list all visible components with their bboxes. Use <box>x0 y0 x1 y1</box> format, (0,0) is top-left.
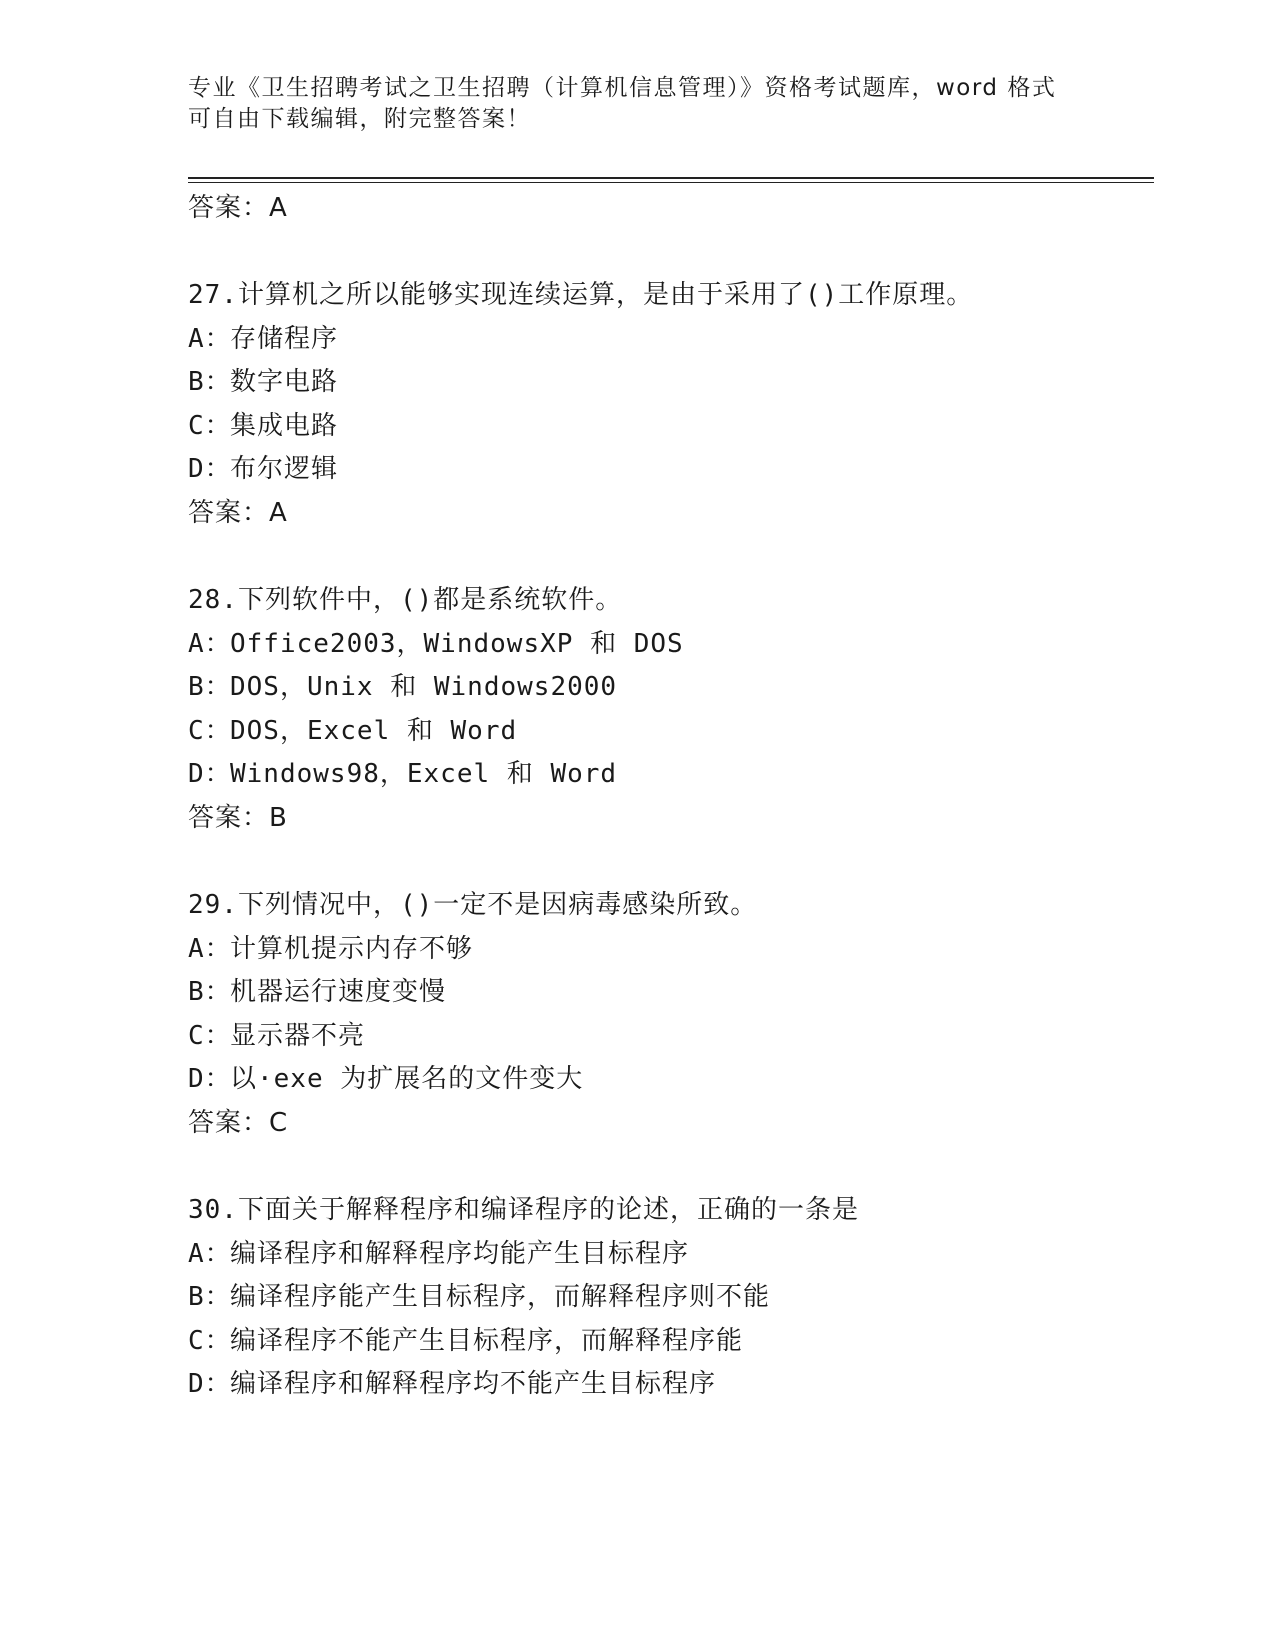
option-b <box>188 975 446 1009</box>
option-b <box>188 365 338 399</box>
option-text: 存储程序 <box>230 324 339 354</box>
option-a <box>188 1237 689 1271</box>
option-text: 以·exe 为扩展名的文件变大 <box>230 1064 584 1094</box>
answer-value: A <box>269 498 287 528</box>
header-title-line-1: 专业《卫生招聘考试之卫生招聘（计算机信息管理）》资格考试题库，word 格式 <box>188 75 1057 101</box>
option-text: Office2003，WindowsXP 和 DOS <box>230 629 684 659</box>
option-text: 机器运行速度变慢 <box>230 977 447 1007</box>
header-title-line-2: 可自由下载编辑，附完整答案！ <box>188 106 531 132</box>
option-text: 数字电路 <box>230 367 339 397</box>
answer-line <box>188 801 287 835</box>
option-key: D： <box>188 1064 232 1094</box>
answer-value: C <box>269 1108 288 1138</box>
question-stem: 30.下面关于解释程序和编译程序的论述，正确的一条是 <box>188 1195 859 1225</box>
option-key: D： <box>188 759 232 789</box>
option-a <box>188 627 684 661</box>
option-text: 编译程序和解释程序均不能产生目标程序 <box>230 1369 717 1399</box>
option-key: B： <box>188 367 232 397</box>
answer-line <box>188 1106 287 1140</box>
answer-label: 答案： <box>188 498 270 528</box>
option-key: C： <box>188 411 232 441</box>
option-key: B： <box>188 1282 232 1312</box>
option-d <box>188 1367 716 1401</box>
option-c <box>188 409 338 443</box>
option-d <box>188 757 617 791</box>
option-key: A： <box>188 629 232 659</box>
option-b <box>188 1280 770 1314</box>
option-text: 计算机提示内存不够 <box>230 934 474 964</box>
option-text: 编译程序能产生目标程序，而解释程序则不能 <box>230 1282 771 1312</box>
option-key: A： <box>188 324 232 354</box>
option-c <box>188 1019 365 1053</box>
option-key: C： <box>188 716 232 746</box>
header-divider-thin <box>188 182 1154 183</box>
option-key: D： <box>188 1369 232 1399</box>
option-c <box>188 1324 743 1358</box>
option-text: 编译程序和解释程序均能产生目标程序 <box>230 1239 690 1269</box>
option-key: B： <box>188 672 232 702</box>
answer-label: 答案： <box>188 803 270 833</box>
option-text: DOS，Excel 和 Word <box>230 716 518 746</box>
answer-line <box>188 496 287 530</box>
option-key: C： <box>188 1326 232 1356</box>
option-text: 显示器不亮 <box>230 1021 366 1051</box>
question-stem: 29.下列情况中，()一定不是因病毒感染所致。 <box>188 890 758 920</box>
option-text: Windows98，Excel 和 Word <box>230 759 618 789</box>
option-c <box>188 714 517 748</box>
header-divider <box>188 177 1154 179</box>
option-key: B： <box>188 977 232 1007</box>
option-d <box>188 452 338 486</box>
option-key: A： <box>188 934 232 964</box>
option-key: D： <box>188 454 232 484</box>
answer-label: 答案： <box>188 1108 270 1138</box>
option-d <box>188 1062 583 1096</box>
option-key: C： <box>188 1021 232 1051</box>
option-a <box>188 322 338 356</box>
option-text: 布尔逻辑 <box>230 454 339 484</box>
option-a <box>188 932 473 966</box>
question-stem: 27.计算机之所以能够实现连续运算，是由于采用了()工作原理。 <box>188 280 974 310</box>
option-text: 编译程序不能产生目标程序，而解释程序能 <box>230 1326 744 1356</box>
option-key: A： <box>188 1239 232 1269</box>
answer-label: 答案： <box>188 193 270 223</box>
answer-value: B <box>269 803 287 833</box>
answer-line <box>188 191 287 225</box>
option-text: 集成电路 <box>230 411 339 441</box>
option-text: DOS，Unix 和 Windows2000 <box>230 672 618 702</box>
option-b <box>188 670 617 704</box>
answer-value: A <box>269 193 287 223</box>
question-stem: 28.下列软件中，()都是系统软件。 <box>188 585 623 615</box>
